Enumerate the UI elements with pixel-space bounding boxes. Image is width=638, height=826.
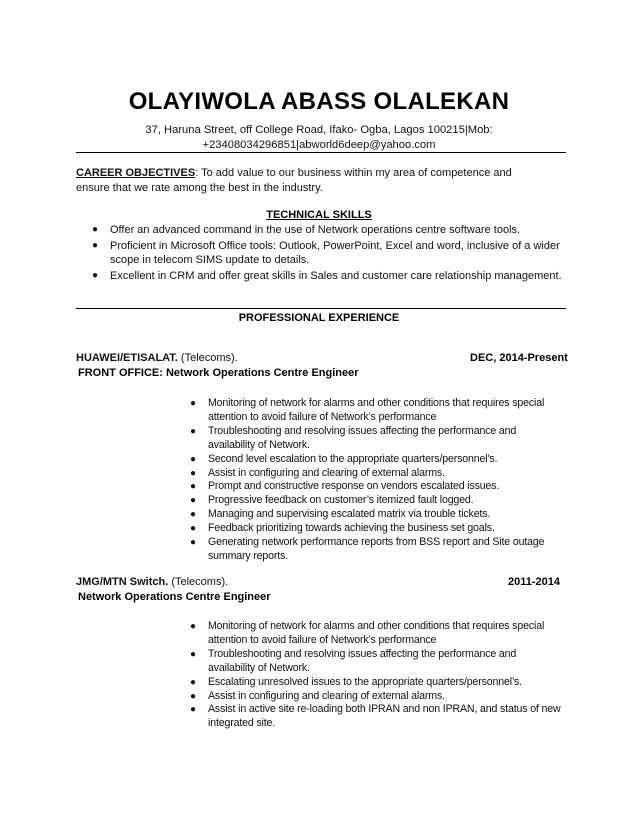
- duty-item: ● Assist in active site re-loading both IPRAN and non IPRAN, and status of new integrated site.: [190, 703, 561, 730]
- duty-item: ● Assist in configuring and clearing of external alarms.: [190, 466, 445, 479]
- job-sector: (Telecoms).: [177, 352, 238, 364]
- skill-item: ● Proficient in Microsoft Office tools: Outlook, PowerPoint, Excel and word, inclusive of a wider scope in telecom SIMS update to details.: [92, 240, 560, 266]
- job-date: DEC, 2014-Present: [470, 352, 568, 364]
- duty-item: ● Troubleshooting and resolving issues affecting the performance and availability of Network.: [190, 424, 517, 451]
- bullet-icon: ●: [190, 467, 196, 479]
- bullet-icon: ●: [92, 240, 99, 251]
- bullet-icon: ●: [190, 509, 196, 521]
- bullet-icon: ●: [190, 481, 196, 493]
- job-duties-list: [190, 620, 590, 731]
- job-sector: (Telecoms).: [168, 576, 229, 588]
- duty-item: ● Managing and supervising escalated matrix via trouble tickets.: [190, 508, 491, 521]
- job-duties-list: [190, 397, 590, 564]
- bullet-icon: ●: [92, 270, 99, 281]
- section-divider: [76, 308, 566, 309]
- bullet-icon: ●: [190, 453, 196, 465]
- skill-item: ● Offer an advanced command in the use of Network operations centre software tools.: [92, 224, 521, 236]
- duty-item: ● Escalating unresolved issues to the appropriate quarters/personnel’s.: [190, 675, 522, 688]
- bullet-icon: ●: [190, 621, 196, 632]
- bullet-icon: ●: [190, 648, 196, 660]
- bullet-icon: ●: [190, 425, 196, 437]
- bullet-icon: ●: [190, 704, 196, 716]
- technical-skills-list: [88, 223, 578, 285]
- bullet-icon: ●: [190, 676, 196, 688]
- header-divider: [76, 152, 566, 153]
- technical-skills-heading: TECHNICAL SKILLS: [266, 209, 372, 221]
- job-company-line: [76, 576, 228, 588]
- job-role: Network Operations Centre Engineer: [78, 591, 271, 603]
- job-company-line: [76, 352, 238, 364]
- job-company: JMG/MTN Switch.: [76, 576, 169, 588]
- candidate-name: OLAYIWOLA ABASS OLALEKAN: [128, 88, 510, 115]
- job-company: HUAWEI/ETISALAT.: [76, 352, 178, 364]
- professional-experience-heading: PROFESSIONAL EXPERIENCE: [238, 312, 400, 324]
- bullet-icon: ●: [92, 224, 99, 235]
- duty-item: ● Generating network performance reports from BSS report and Site outage summary reports.: [190, 536, 545, 562]
- career-objectives-text-2: ensure that we rate among the best in the industry.: [76, 182, 323, 194]
- bullet-icon: ●: [190, 537, 196, 549]
- address-line: 37, Haruna Street, off College Road, Ifako- Ogba, Lagos 100215|Mob:: [145, 124, 493, 136]
- career-objectives-label: CAREER OBJECTIVES: [76, 167, 196, 179]
- contact-line: +23408034296851|abworld6deep@yahoo.com: [202, 139, 436, 151]
- duty-item: ● Monitoring of network for alarms and other conditions that requires special attention to avoid failure of Network’s performance: [190, 397, 545, 423]
- bullet-icon: ●: [190, 690, 196, 702]
- skill-item: ● Excellent in CRM and offer great skills in Sales and customer care relationship management.: [92, 270, 562, 282]
- duty-item: ● Progressive feedback on customer’s itemized fault logged.: [190, 494, 474, 507]
- job-date: 2011-2014: [508, 576, 560, 588]
- duty-item: ● Troubleshooting and resolving issues affecting the performance and availability of Network.: [190, 647, 517, 674]
- duty-item: ● Second level escalation to the appropriate quarters/personnel’s.: [190, 452, 498, 465]
- duty-item: ● Monitoring of network for alarms and other conditions that requires special attention to avoid failure of Network’s performance: [190, 620, 545, 646]
- duty-item: ● Assist in configuring and clearing of external alarms.: [190, 689, 445, 702]
- career-objectives-text: : To add value to our business within my area of competence and: [195, 167, 512, 179]
- bullet-icon: ●: [190, 523, 196, 535]
- duty-item: ● Prompt and constructive response on vendors escalated issues.: [190, 480, 500, 493]
- duty-item: ● Feedback prioritizing towards achieving the business set goals.: [190, 522, 495, 535]
- career-objectives: [76, 166, 566, 196]
- job-role: FRONT OFFICE: Network Operations Centre Engineer: [78, 367, 359, 379]
- bullet-icon: ●: [190, 398, 196, 409]
- bullet-icon: ●: [190, 495, 196, 507]
